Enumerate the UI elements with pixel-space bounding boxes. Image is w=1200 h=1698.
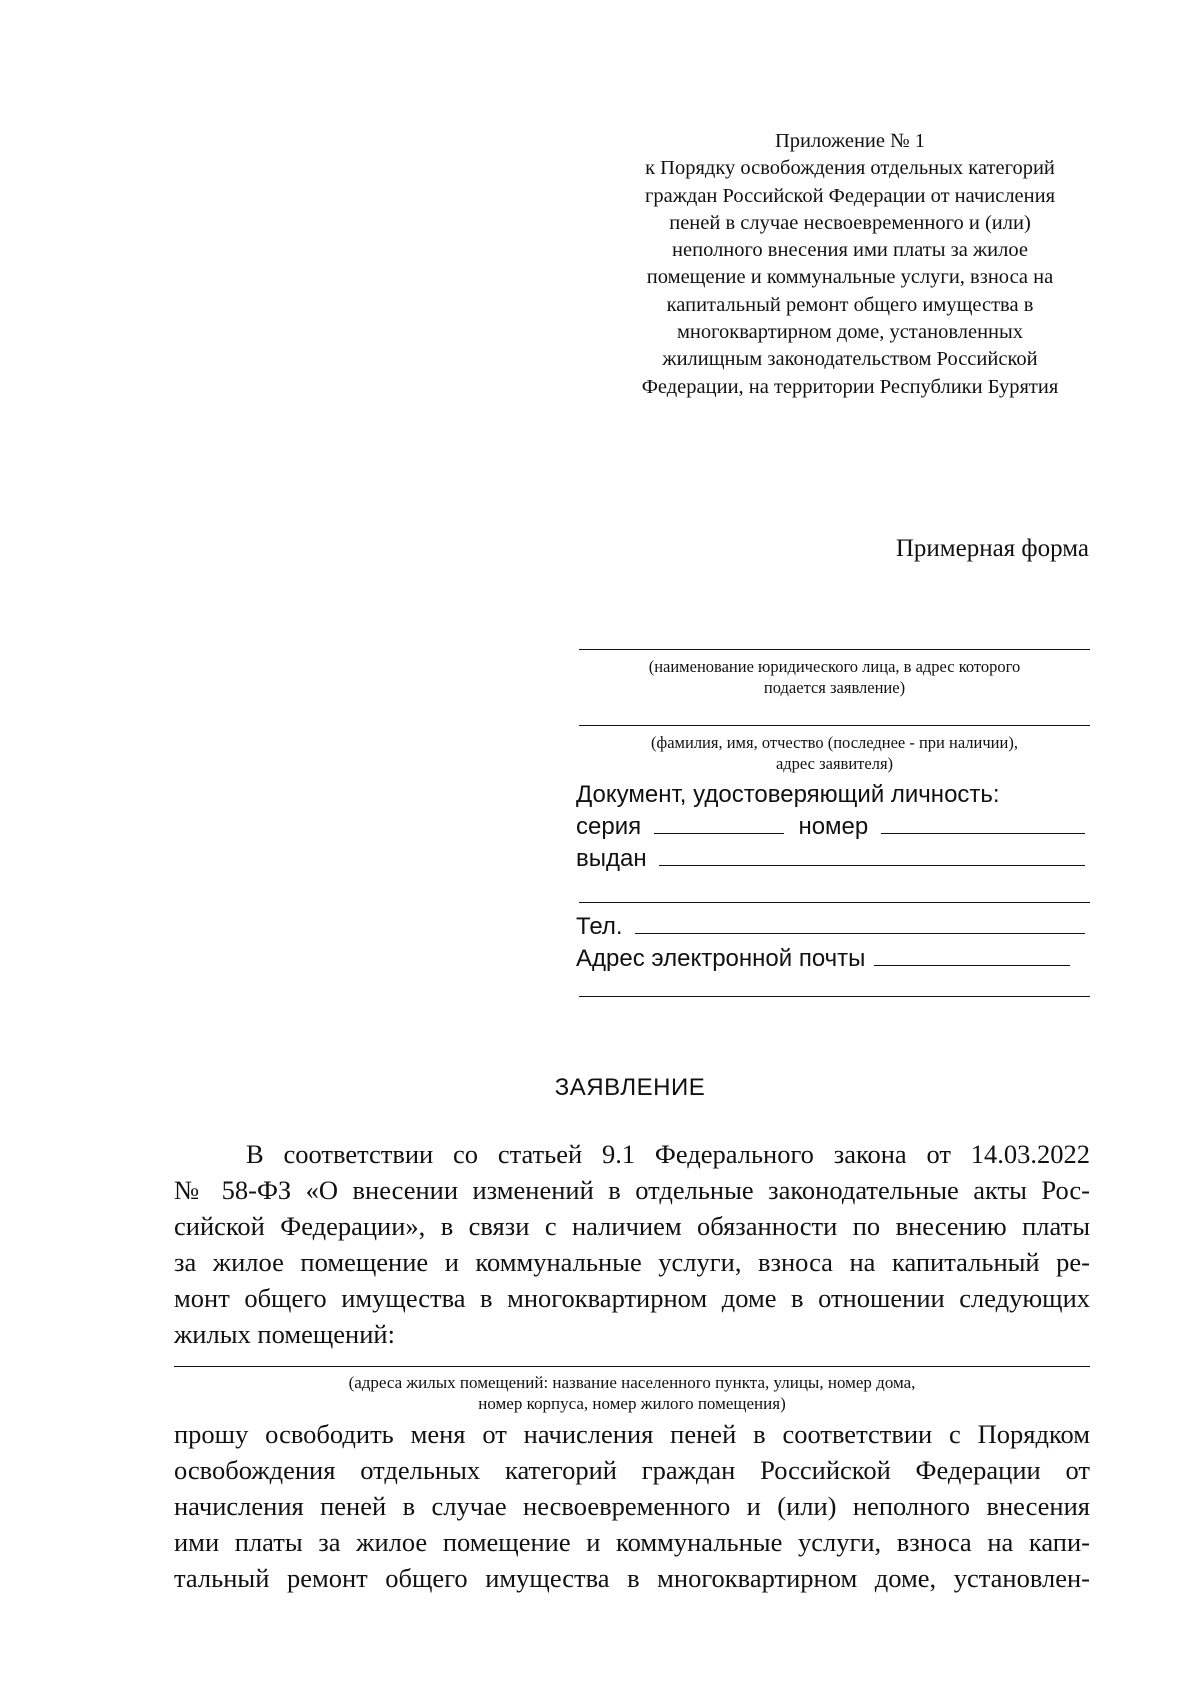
- appendix-line: многоквартирном доме, установленных: [676, 321, 1024, 344]
- series-label: серия: [576, 813, 642, 840]
- appendix-line: Федерации, на территории Республики Бурятия: [641, 375, 1059, 398]
- issued-field[interactable]: [659, 843, 1085, 866]
- number-label: номер: [798, 813, 869, 840]
- paragraph-2: [174, 1416, 1090, 1596]
- caption-line: (адреса жилых помещений: название населенного пункта, улицы, номер дома,: [348, 1373, 916, 1392]
- id-document-label: Документ, удостоверяющий личность:: [576, 781, 1000, 808]
- issued-continuation-line[interactable]: [579, 902, 1090, 903]
- series-field[interactable]: [654, 811, 784, 834]
- email-label: Адрес электронной почты: [576, 945, 866, 972]
- issued-row: [576, 843, 1085, 874]
- appendix-header: [600, 128, 1100, 401]
- email-row: [576, 943, 1070, 974]
- paragraph-1: [174, 1136, 1090, 1352]
- caption-line: (фамилия, имя, отчество (последнее - при наличии),: [651, 733, 1018, 752]
- paragraph-line: освобождения отдельных категорий граждан Российской Федерации от: [174, 1455, 1090, 1485]
- paragraph-line: начисления пеней в случае несвоевременного и (или) неполного внесения: [174, 1491, 1090, 1521]
- caption-line: (наименование юридического лица, в адрес которого: [648, 657, 1021, 676]
- paragraph-line: № 58-ФЗ «О внесении изменений в отдельные законодательные акты Рос-: [174, 1175, 1090, 1205]
- appendix-line: граждан Российской Федерации от начисления: [644, 184, 1056, 207]
- paragraph-line: жилых помещений:: [174, 1319, 395, 1349]
- caption-line: номер корпуса, номер жилого помещения): [478, 1394, 786, 1413]
- phone-label: Тел.: [576, 913, 623, 940]
- email-field[interactable]: [874, 943, 1070, 966]
- applicant-caption: [579, 732, 1090, 774]
- phone-row: [576, 911, 1085, 942]
- paragraph-line: за жилое помещение и коммунальные услуги, взноса на капитальный ре-: [174, 1247, 1090, 1277]
- appendix-line: жилищным законодательством Российской: [662, 348, 1038, 371]
- paragraph-line: прошу освободить меня от начисления пеней в соответствии с Порядком: [174, 1419, 1090, 1449]
- appendix-line: к Порядку освобождения отдельных категорий: [645, 157, 1055, 180]
- addresses-line[interactable]: [174, 1366, 1090, 1367]
- paragraph-line: ими платы за жилое помещение и коммунальные услуги, взноса на капи-: [174, 1527, 1090, 1557]
- series-number-row: [576, 811, 1085, 842]
- appendix-line: помещение и коммунальные услуги, взноса на: [646, 266, 1054, 289]
- applicant-line[interactable]: [579, 725, 1090, 726]
- paragraph-line: В соответствии со статьей 9.1 Федерального закона от 14.03.2022: [246, 1139, 1090, 1169]
- form-label: Примерная форма: [895, 535, 1089, 562]
- paragraph-line: монт общего имущества в многоквартирном доме в отношении следующих: [174, 1283, 1090, 1313]
- statement-title: ЗАЯВЛЕНИЕ: [554, 1074, 706, 1101]
- appendix-line: Приложение № 1: [774, 130, 926, 152]
- caption-line: адрес заявителя): [775, 754, 894, 773]
- phone-field[interactable]: [635, 911, 1085, 934]
- email-continuation-line[interactable]: [579, 996, 1090, 997]
- appendix-line: капитальный ремонт общего имущества в: [666, 293, 1034, 316]
- appendix-line: неполного внесения ими платы за жилое: [672, 239, 1028, 262]
- paragraph-line: сийской Федерации», в связи с наличием обязанности по внесению платы: [174, 1211, 1090, 1241]
- legal-entity-caption: [579, 656, 1090, 698]
- appendix-line: пеней в случае несвоевременного и (или): [669, 211, 1031, 234]
- issued-label: выдан: [576, 845, 647, 872]
- addresses-caption: [174, 1372, 1090, 1414]
- legal-entity-line[interactable]: [579, 649, 1090, 650]
- paragraph-line: тальный ремонт общего имущества в многоквартирном доме, установлен-: [174, 1563, 1090, 1593]
- number-field[interactable]: [881, 811, 1085, 834]
- caption-line: подается заявление): [763, 678, 906, 697]
